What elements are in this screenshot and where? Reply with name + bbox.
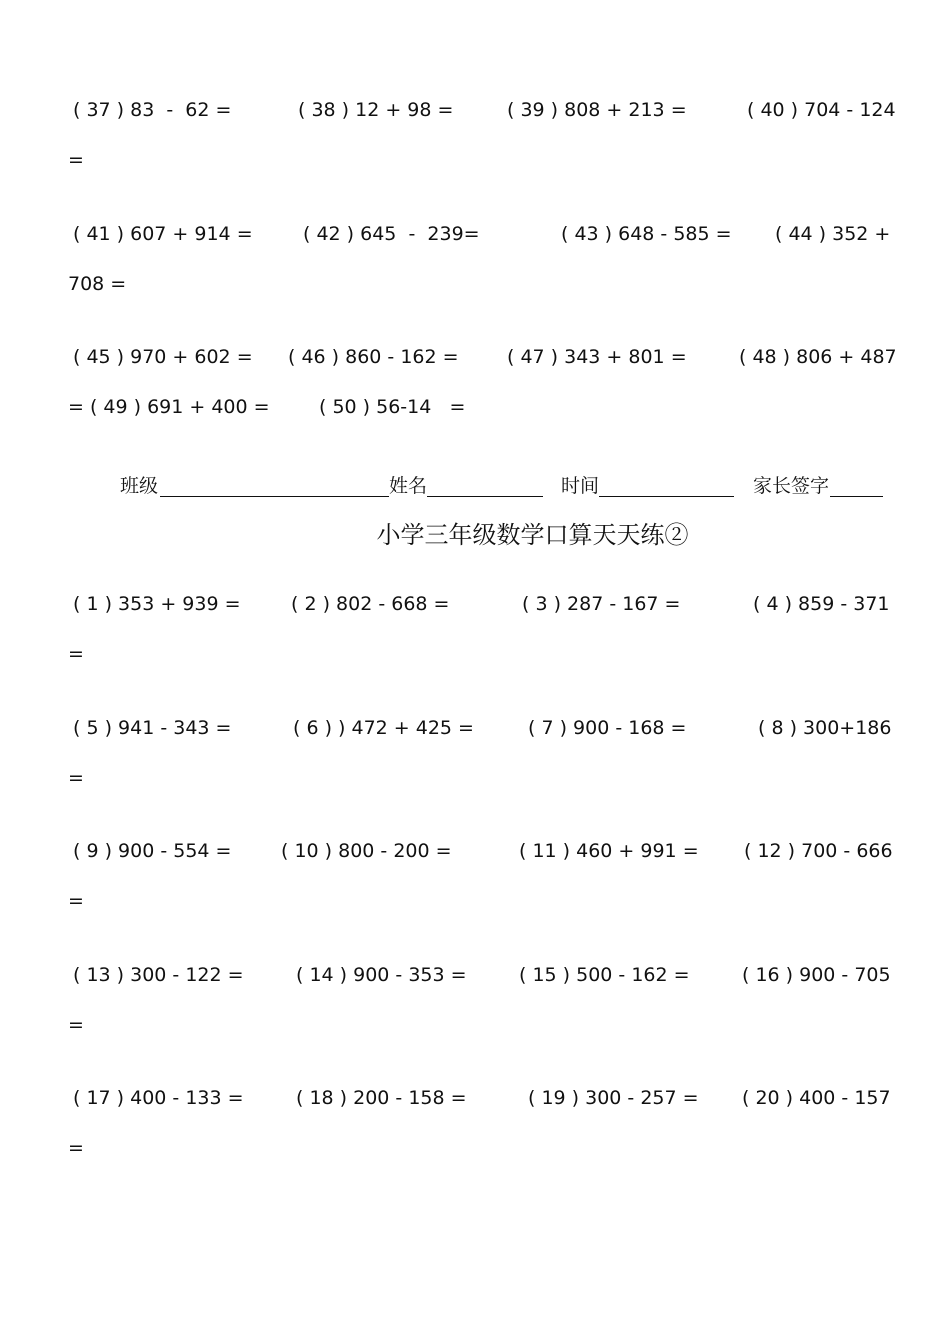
problem-20: ( 20 ) 400 - 157 — [742, 1087, 891, 1109]
problem-12: ( 12 ) 700 - 666 — [744, 840, 893, 862]
problem-7: ( 7 ) 900 - 168 = — [528, 717, 687, 739]
problem-3: ( 3 ) 287 - 167 = — [522, 593, 681, 615]
name-blank-line — [427, 496, 543, 497]
problem-42: ( 42 ) 645 - 239= — [303, 223, 480, 245]
problem-14: ( 14 ) 900 - 353 = — [296, 964, 467, 986]
problem-40: ( 40 ) 704 - 124 — [747, 99, 896, 121]
problem-47: ( 47 ) 343 + 801 = — [507, 346, 687, 368]
problem-48: ( 48 ) 806 + 487 — [739, 346, 897, 368]
problem-20-wrap: = — [68, 1137, 84, 1159]
problem-48-49-wrap: = ( 49 ) 691 + 400 = — [68, 396, 270, 418]
name-label: 姓名 — [389, 475, 428, 497]
problem-8-wrap: = — [68, 767, 84, 789]
problem-16-wrap: = — [68, 1014, 84, 1036]
problem-38: ( 38 ) 12 + 98 = — [298, 99, 454, 121]
problem-40-wrap: = — [68, 149, 84, 171]
problem-12-wrap: = — [68, 890, 84, 912]
time-label: 时间 — [561, 475, 600, 497]
problem-4: ( 4 ) 859 - 371 — [753, 593, 890, 615]
time-blank-line — [599, 496, 734, 497]
problem-8: ( 8 ) 300+186 — [758, 717, 892, 739]
class-label: 班级 — [120, 475, 159, 497]
problem-9: ( 9 ) 900 - 554 = — [73, 840, 232, 862]
problem-17: ( 17 ) 400 - 133 = — [73, 1087, 244, 1109]
worksheet-title: 小学三年级数学口算天天练② — [376, 521, 689, 549]
problem-41: ( 41 ) 607 + 914 = — [73, 223, 253, 245]
problem-45: ( 45 ) 970 + 602 = — [73, 346, 253, 368]
problem-44-wrap: 708 = — [68, 273, 127, 295]
problem-6: ( 6 ) ) 472 + 425 = — [293, 717, 474, 739]
parent-signature-blank-line — [830, 496, 883, 497]
parent-signature-label: 家长签字 — [753, 475, 830, 497]
problem-15: ( 15 ) 500 - 162 = — [519, 964, 690, 986]
problem-44: ( 44 ) 352 + — [775, 223, 891, 245]
problem-37: ( 37 ) 83 - 62 = — [73, 99, 232, 121]
problem-11: ( 11 ) 460 + 991 = — [519, 840, 699, 862]
problem-10: ( 10 ) 800 - 200 = — [281, 840, 452, 862]
problem-5: ( 5 ) 941 - 343 = — [73, 717, 232, 739]
problem-50: ( 50 ) 56-14 = — [319, 396, 466, 418]
problem-1: ( 1 ) 353 + 939 = — [73, 593, 241, 615]
problem-46: ( 46 ) 860 - 162 = — [288, 346, 459, 368]
problem-13: ( 13 ) 300 - 122 = — [73, 964, 244, 986]
problem-39: ( 39 ) 808 + 213 = — [507, 99, 687, 121]
problem-2: ( 2 ) 802 - 668 = — [291, 593, 450, 615]
problem-43: ( 43 ) 648 - 585 = — [561, 223, 732, 245]
problem-4-wrap: = — [68, 643, 84, 665]
problem-18: ( 18 ) 200 - 158 = — [296, 1087, 467, 1109]
problem-16: ( 16 ) 900 - 705 — [742, 964, 891, 986]
class-blank-line — [160, 496, 389, 497]
problem-19: ( 19 ) 300 - 257 = — [528, 1087, 699, 1109]
